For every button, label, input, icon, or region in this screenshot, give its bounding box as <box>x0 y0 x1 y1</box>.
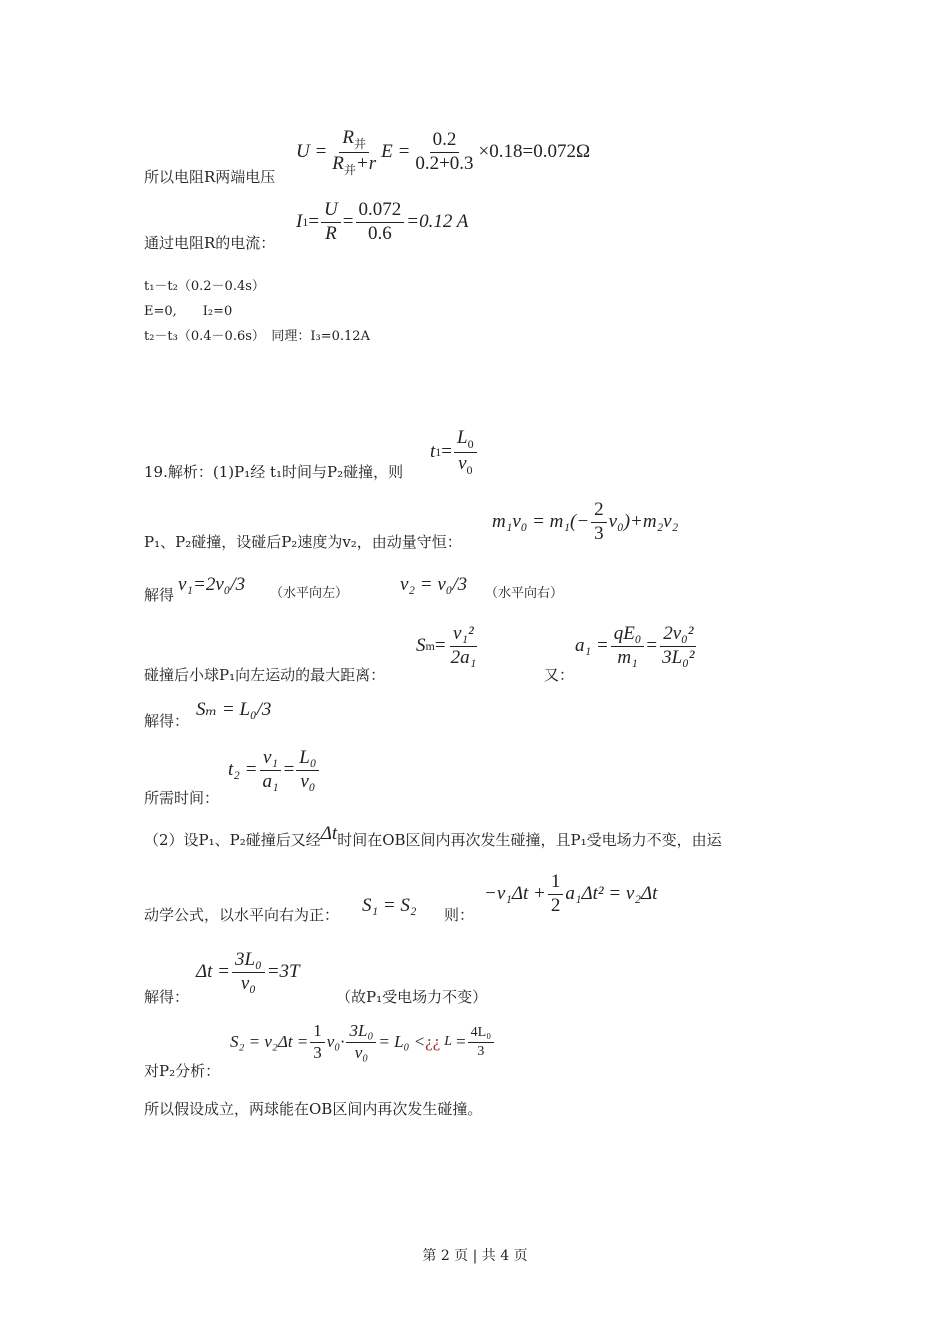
also-label: 又： <box>544 666 575 684</box>
e-zero-line: E=0, I₂=0 <box>144 304 233 319</box>
formula-voltage: U = $\frac{R_并}{R_并+r}$ E = $\frac{0.2}{0.2+0.3}$ ×0.18=0.072Ω <box>296 127 591 177</box>
collision-line: P₁、P₂碰撞，设碰后P₂速度为v₂，由动量守恒： <box>144 533 462 551</box>
then-label: 则： <box>444 906 475 924</box>
formula-s2: S₂ = v₂Δt = $\frac{1}{3}$ v₀· $\frac{\text{3L₀}}{\text{v₀}}$ = L₀ < ¿¿ L = $\frac{\text{4L₀}}{3}$ <box>230 1022 496 1062</box>
formula-s1-s2: S₁ = S₂ <box>362 895 417 916</box>
force-note: （故P₁受电场力不变） <box>336 988 488 1006</box>
formula-sm-result: Sₘ = L₀/3 <box>196 699 272 720</box>
current-label: 通过电阻R的电流： <box>144 234 276 252</box>
formula-momentum: m₁v₀ = m₁(− $\frac{2}{3}$ v₀)+m₂v₂ <box>492 499 679 544</box>
formula-t1: t 1 = $\frac{L_0}{v_0}$ <box>430 428 479 477</box>
formula-delta-t: Δt = $\frac{\text{3L₀}}{\text{v₀}}$ =3T <box>196 949 300 994</box>
solve-prefix: 解得 <box>144 586 175 604</box>
formula-kinematics: −v₁Δt + $\frac{1}{2}$ a₁Δt² = v₂Δt <box>484 871 658 916</box>
direction-right: （水平向右） <box>485 586 564 601</box>
formula-t2: t₂ = $\frac{\text{v₁}}{\text{a₁}}$ = $\frac{\text{L₀}}{\text{v₀}}$ <box>228 748 321 793</box>
formula-current: I 1 = $\frac{U}{R}$ = $\frac{0.072}{0.6}$ =0.12 A <box>296 199 469 244</box>
time-needed-label: 所需时间： <box>144 789 220 807</box>
q19-intro: 19.解析：(1)P₁经 t₁时间与P₂碰撞，则 <box>144 463 404 481</box>
interval-t2-t3: t₂－t₃（0.4－0.6s） 同理：I₃=0.12A <box>144 329 370 344</box>
conclusion: 所以假设成立，两球能在OB区间内再次发生碰撞。 <box>144 1100 483 1118</box>
page-footer: 第 2 页 | 共 4 页 <box>422 1248 528 1264</box>
formula-a1: a₁ = $\frac{\text{qE₀}}{\text{m₁}}$ = $\frac{\text{2v₀²}}{\text{3L₀²}}$ <box>575 623 695 668</box>
interval-t1-t2: t₁－t₂（0.2－0.4s） <box>144 279 265 294</box>
solve-label-2: 解得： <box>144 712 190 730</box>
solve-label-3: 解得： <box>144 988 190 1006</box>
formula-v1: v₁=2v₀/3 <box>178 574 246 595</box>
voltage-label: 所以电阻R两端电压 <box>144 168 276 186</box>
delta-t-symbol: Δt <box>320 823 338 844</box>
p2-analysis-label: 对P₂分析： <box>144 1062 221 1080</box>
formula-v2: v₂ = v₀/3 <box>400 574 468 595</box>
kinematics-label: 动学公式，以水平向右为正： <box>144 906 340 924</box>
direction-left: （水平向左） <box>270 586 349 601</box>
formula-sm: S m = $\frac{\text{v₁²}}{\text{2a₁}}$ <box>416 623 477 668</box>
max-distance-label: 碰撞后小球P₁向左运动的最大距离： <box>144 666 386 684</box>
part2-line: （2）设P₁、P₂碰撞后又经Δt时间在OB区间内再次发生碰撞，且P₁受电场力不变，由运 <box>144 823 722 849</box>
